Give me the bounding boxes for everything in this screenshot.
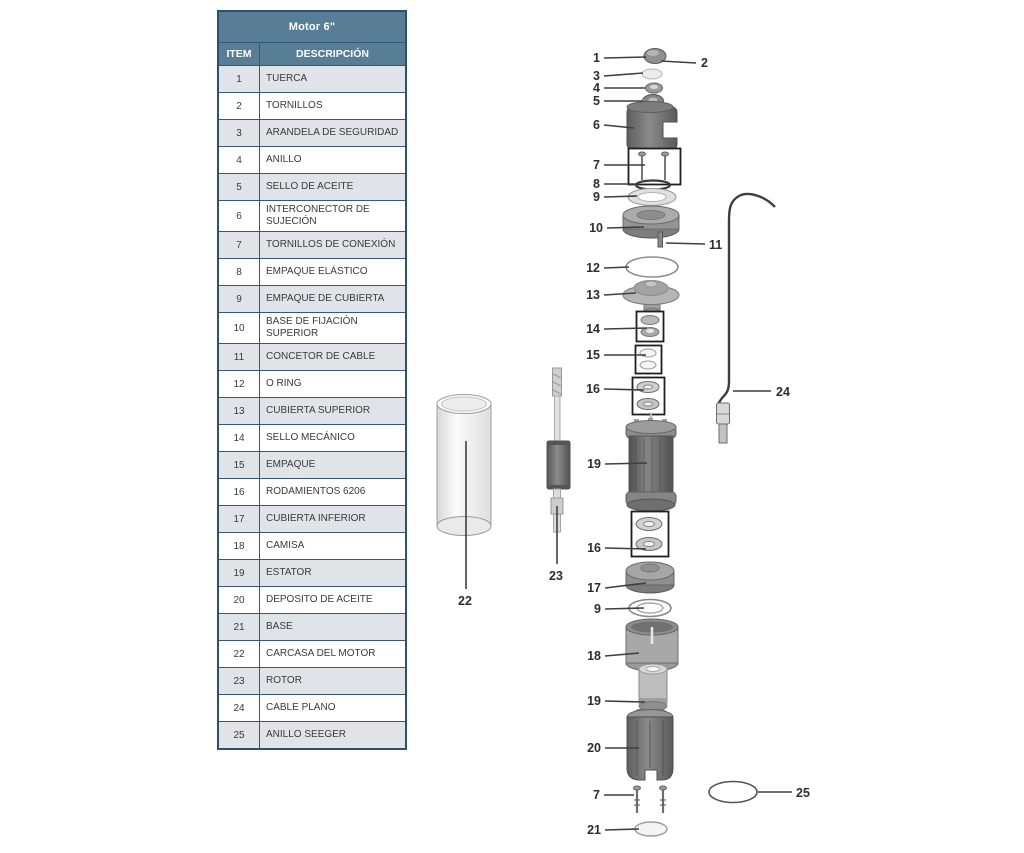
item-cell: 11	[218, 344, 260, 371]
item-cell: 25	[218, 722, 260, 750]
part-cubierta-superior	[623, 281, 679, 315]
callout-11: 11	[709, 238, 723, 252]
desc-cell: BASE	[260, 614, 407, 641]
callout-4: 4	[593, 81, 600, 95]
part-rotor	[547, 368, 570, 532]
callout-15: 15	[586, 348, 600, 362]
desc-cell: CARCASA DEL MOTOR	[260, 641, 407, 668]
desc-cell: EMPAQUE ELÁSTICO	[260, 259, 407, 286]
callout-17: 17	[587, 581, 601, 595]
desc-cell: CAMISA	[260, 533, 407, 560]
callout-22: 22	[458, 594, 472, 608]
part-rodamientos-box-upper	[633, 378, 665, 415]
part-tornillos-conexion-box	[629, 149, 681, 185]
callout-2: 2	[701, 56, 708, 70]
item-cell: 13	[218, 398, 260, 425]
desc-cell: DEPOSITO DE ACEITE	[260, 587, 407, 614]
item-cell: 24	[218, 695, 260, 722]
item-cell: 12	[218, 371, 260, 398]
callout-23: 23	[549, 569, 563, 583]
desc-cell: ANILLO	[260, 147, 407, 174]
desc-cell: EMPAQUE DE CUBIERTA	[260, 286, 407, 313]
callout-13: 13	[586, 288, 600, 302]
item-cell: 10	[218, 313, 260, 344]
callout-6: 6	[593, 118, 600, 132]
item-cell: 16	[218, 479, 260, 506]
part-empaque-box	[636, 346, 662, 374]
desc-cell: ANILLO SEEGER	[260, 722, 407, 750]
part-base	[635, 822, 667, 836]
desc-cell: BASE DE FIJACIÓN SUPERIOR	[260, 313, 407, 344]
part-estator	[626, 418, 676, 511]
callout-7: 7	[593, 158, 600, 172]
part-empaque-cubierta	[628, 189, 676, 206]
item-cell: 23	[218, 668, 260, 695]
item-cell: 5	[218, 174, 260, 201]
desc-cell: TORNILLOS	[260, 93, 407, 120]
callout-5: 5	[593, 94, 600, 108]
column-header-desc: DESCRIPCIÓN	[260, 43, 407, 66]
callout-14: 14	[586, 322, 600, 336]
callout-24: 24	[776, 385, 790, 399]
callout-21: 21	[587, 823, 601, 837]
callout-9b: 9	[594, 602, 601, 616]
item-cell: 7	[218, 232, 260, 259]
item-cell: 18	[218, 533, 260, 560]
callout-16b: 16	[587, 541, 601, 555]
callout-19: 19	[587, 457, 601, 471]
part-rodamientos-box-lower	[632, 512, 669, 557]
desc-cell: RODAMIENTOS 6206	[260, 479, 407, 506]
callout-16: 16	[586, 382, 600, 396]
part-cable-plano	[717, 194, 776, 443]
desc-cell: ARANDELA DE SEGURIDAD	[260, 120, 407, 147]
part-interconector	[627, 102, 677, 155]
callout-18: 18	[587, 649, 601, 663]
part-tornillos-lower	[634, 786, 667, 813]
desc-cell: CUBIERTA INFERIOR	[260, 506, 407, 533]
table-title: Motor 6"	[218, 11, 406, 43]
part-estator-lower	[639, 664, 667, 711]
callout-20: 20	[587, 741, 601, 755]
item-cell: 22	[218, 641, 260, 668]
desc-cell: CUBIERTA SUPERIOR	[260, 398, 407, 425]
part-sello-mecanico-box	[637, 312, 664, 342]
part-cubierta-inferior	[626, 562, 674, 593]
desc-cell: ROTOR	[260, 668, 407, 695]
item-cell: 20	[218, 587, 260, 614]
desc-cell: CONCETOR DE CABLE	[260, 344, 407, 371]
item-cell: 8	[218, 259, 260, 286]
item-cell: 9	[218, 286, 260, 313]
part-deposito-aceite	[627, 709, 673, 780]
item-cell: 17	[218, 506, 260, 533]
item-cell: 21	[218, 614, 260, 641]
item-cell: 19	[218, 560, 260, 587]
desc-cell: TORNILLOS DE CONEXIÓN	[260, 232, 407, 259]
desc-cell: EMPAQUE	[260, 452, 407, 479]
part-carcasa-motor	[437, 395, 491, 536]
part-o-ring	[626, 257, 678, 277]
item-cell: 3	[218, 120, 260, 147]
desc-cell: CABLE PLANO	[260, 695, 407, 722]
callout-8: 8	[593, 177, 600, 191]
desc-cell: ESTATOR	[260, 560, 407, 587]
desc-cell: TUERCA	[260, 66, 407, 93]
item-cell: 15	[218, 452, 260, 479]
part-anillo	[646, 83, 663, 93]
desc-cell: INTERCONECTOR DE SUJECIÓN	[260, 201, 407, 232]
callout-12: 12	[586, 261, 600, 275]
part-anillo-seeger	[709, 782, 757, 803]
column-header-item: ITEM	[218, 43, 260, 66]
callout-25: 25	[796, 786, 810, 800]
callout-3: 3	[593, 69, 600, 83]
part-camisa	[626, 619, 678, 671]
part-base-fijacion-superior	[623, 206, 679, 238]
desc-cell: SELLO MECÁNICO	[260, 425, 407, 452]
item-cell: 4	[218, 147, 260, 174]
item-cell: 6	[218, 201, 260, 232]
callout-9: 9	[593, 190, 600, 204]
part-arandela-seguridad	[642, 69, 662, 79]
callout-10: 10	[589, 221, 603, 235]
desc-cell: SELLO DE ACEITE	[260, 174, 407, 201]
callout-19b: 19	[587, 694, 601, 708]
callout-1: 1	[593, 51, 600, 65]
callout-7b: 7	[593, 788, 600, 802]
desc-cell: O RING	[260, 371, 407, 398]
item-cell: 1	[218, 66, 260, 93]
part-concetor-cable	[658, 232, 663, 247]
item-cell: 2	[218, 93, 260, 120]
item-cell: 14	[218, 425, 260, 452]
